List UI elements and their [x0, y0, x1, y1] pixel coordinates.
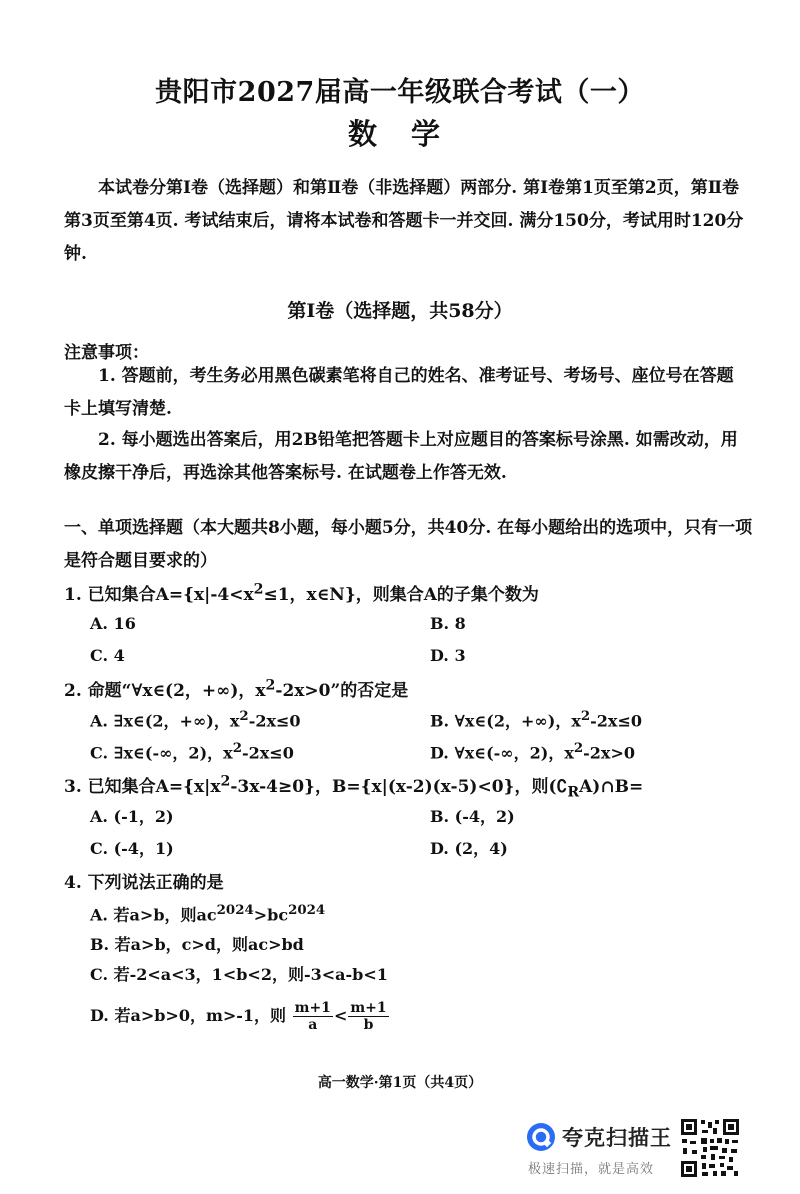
question-4-option-a: A. 若a>b，则$ac^{2024}>bc^{2024}$: [90, 902, 326, 925]
page-footer: 高一数学·第1页（共4页）: [317, 1075, 483, 1091]
question-2-option-a: A. ∃x∈(2，+∞)，$x^2-2x\le 0$: [90, 708, 301, 731]
question-2-option-b: B. ∀x∈(2，+∞)，$x^2-2x\le 0$: [430, 708, 642, 731]
intro-paragraph: 本试卷分第Ⅰ卷（选择题）和第Ⅱ卷（非选择题）两部分. 第Ⅰ卷第1页至第2页，第Ⅱ卷第3页至第4页. 考试结束后，请将本试卷和答题卡一并交回. 满分150分，考试用时120分钟.: [64, 178, 744, 264]
question-3-option-d: D. (2，4): [430, 839, 508, 858]
question-1-stem: 1. 已知集合$A=\{x|-4<x^2\le 1$，x∈N}，则集合A的子集个数为: [64, 581, 539, 605]
question-4-option-d: D. 若a>b>0，m>-1，则 $\frac{m+1}{a}$ < $\frac{m+1}{b}$: [90, 1000, 387, 1033]
question-1-option-d: D. 3: [430, 646, 466, 665]
notice-heading: 注意事项：: [64, 343, 149, 363]
part-heading: 一、单项选择题（本大题共8小题，每小题5分，共40分. 在每小题给出的选项中，只有一项是符合题目要求的）: [64, 518, 753, 571]
scanner-watermark: [526, 1118, 676, 1178]
notice-item-2: 2. 每小题选出答案后，用2B铅笔把答题卡上对应题目的答案标号涂黑. 如需改动，用橡皮擦干净后，再选涂其他答案标号. 在试题卷上作答无效.: [64, 430, 738, 483]
question-3-option-b: B. (-4，2): [430, 807, 515, 826]
question-1-option-b: B. 8: [430, 614, 466, 633]
qr-code-icon: [680, 1118, 740, 1178]
question-1-option-c: C. 4: [90, 646, 125, 665]
fraction-1: $\frac{m+1}{a}$: [294, 1000, 331, 1033]
question-4-option-b: B. 若a>b，c>d，则ac>bd: [90, 935, 304, 954]
notice-item-1: 1. 答题前，考生务必用黑色碳素笔将自己的姓名、准考证号、考场号、座位号在答题卡上填写清楚.: [64, 366, 734, 419]
exam-title: 贵阳市2027届高一年级联合考试（一）: [155, 77, 645, 108]
question-2-stem: 2. 命题“∀x∈(2，+∞)，$x^2-2x>0$”的否定是: [64, 677, 409, 701]
section-title: 第Ⅰ卷（选择题，共58分）: [287, 300, 513, 322]
question-2-option-d: D. ∀x∈(-∞，2)，$x^2-2x>0$: [430, 740, 636, 763]
question-4-option-c: C. 若-2<a<3，1<b<2，则-3<a-b<1: [90, 965, 388, 984]
question-3-option-c: C. (-4，1): [90, 839, 174, 858]
question-3-option-a: A. (-1，2): [90, 807, 174, 826]
scanner-logo-icon: [526, 1122, 556, 1152]
question-4-stem: 4. 下列说法正确的是: [64, 873, 224, 893]
scanner-slogan: 极速扫描，就是高效: [528, 1162, 655, 1177]
fraction-2: $\frac{m+1}{b}$: [350, 1000, 387, 1033]
question-1-option-a: A. 16: [90, 614, 136, 633]
scanner-brand: 夸克扫描王: [562, 1126, 672, 1150]
subject-title: 数 学: [347, 117, 453, 151]
question-3-stem: 3. 已知集合$A=\{x|x^2-3x-4\ge 0\}$，B={x|(x-2)(x-5)<0}，则$(∁_RA)\cap B=$: [64, 773, 644, 801]
question-2-option-c: C. ∃x∈(-∞，2)，$x^2-2x\le 0$: [90, 740, 294, 763]
